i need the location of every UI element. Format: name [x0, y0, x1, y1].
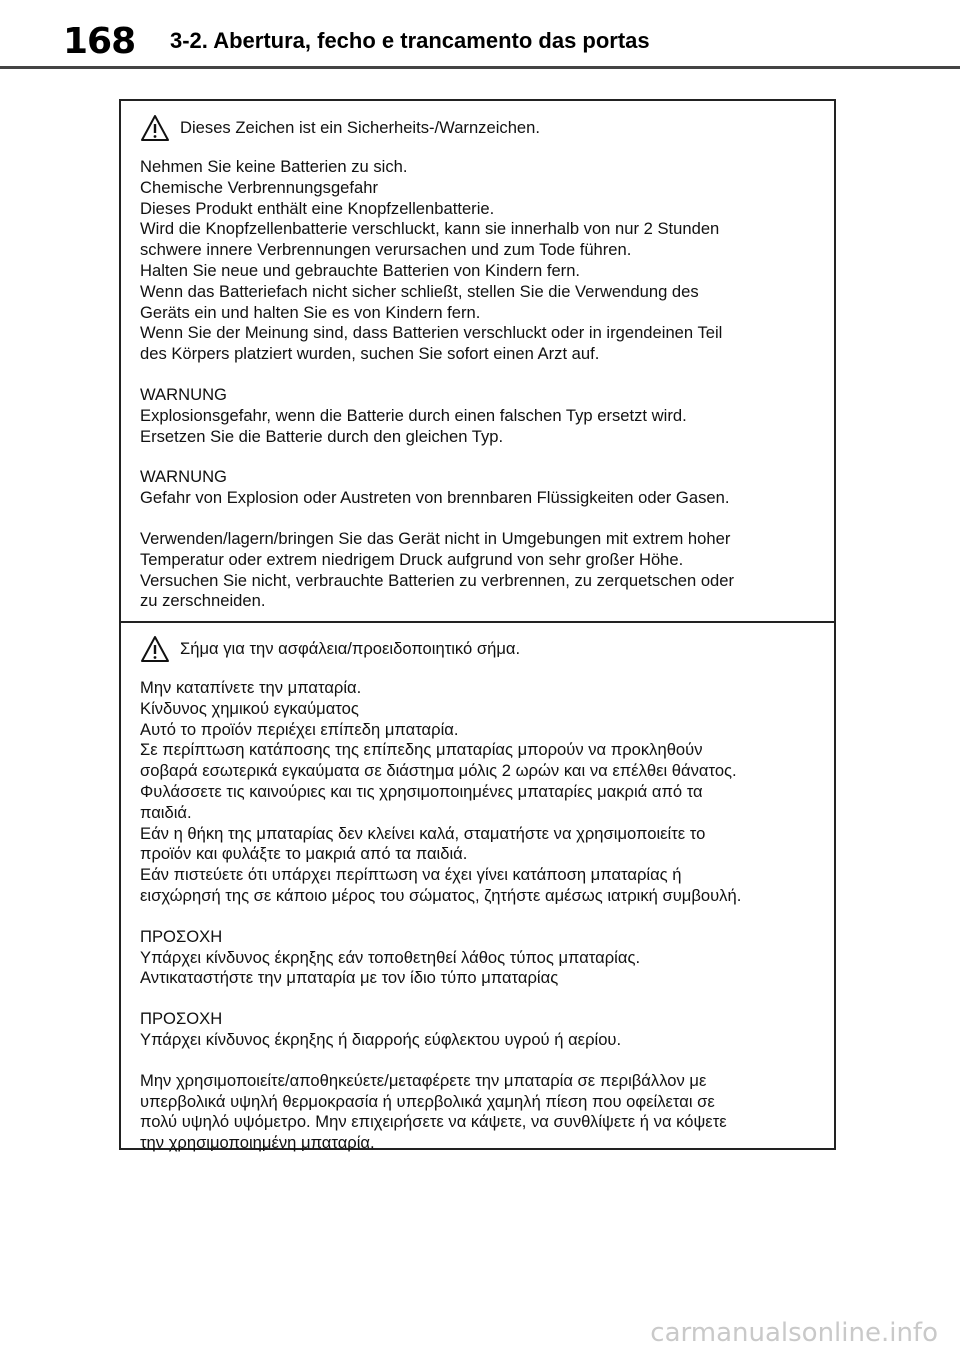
greek-warning-title: Σήμα για την ασφάλεια/προειδοποιητικό σήμα.	[180, 638, 521, 658]
text-line: Versuchen Sie nicht, verbrauchte Batterien zu verbrennen, zu zerquetschen oder	[140, 570, 735, 590]
text-line: πολύ υψηλό υψόμετρο. Μην επιχειρήσετε να κάψετε, να συνθλίψετε ή να κόψετε	[140, 1112, 727, 1132]
text-line: Αντικαταστήστε την μπαταρία με τον ίδιο τύπο μπαταρίας	[140, 968, 559, 988]
german-warning-section	[140, 113, 820, 632]
watermark: carmanualsonline.info	[650, 1318, 938, 1348]
page-header	[0, 0, 960, 70]
text-line: zu zerschneiden.	[140, 591, 266, 611]
greek-paragraphs	[140, 678, 820, 1154]
text-line: Εάν η θήκη της μπαταρίας δεν κλείνει καλά, σταματήστε να χρησιμοποιείτε το	[140, 823, 706, 843]
text-line: Υπάρχει κίνδυνος έκρηξης ή διαρροής εύφλεκτου υγρού ή αερίου.	[140, 1029, 622, 1049]
german-warning-title: Dieses Zeichen ist ein Sicherheits-/Warnzeichen.	[180, 117, 540, 137]
header-rule	[0, 66, 960, 69]
text-line: Wenn Sie der Meinung sind, dass Batterien verschluckt oder in irgendeinen Teil	[140, 323, 723, 343]
text-line: υπερβολικά υψηλή θερμοκρασία ή υπερβολικά χαμηλή πίεση που οφείλεται σε	[140, 1091, 715, 1111]
section-title: 3-2. Abertura, fecho e trancamento das portas	[170, 28, 650, 53]
text-line: WARNUNG	[140, 467, 227, 487]
text-line: Geräts ein und halten Sie es von Kindern fern.	[140, 302, 481, 322]
warning-triangle-icon	[140, 635, 170, 663]
greek-warning-title-row	[140, 634, 820, 664]
paragraph	[140, 385, 820, 447]
text-line: Halten Sie neue und gebrauchte Batterien von Kindern fern.	[140, 260, 581, 280]
text-line: Αυτό το προϊόν περιέχει επίπεδη μπαταρία.	[140, 719, 459, 739]
text-line: Chemische Verbrennungsgefahr	[140, 177, 378, 197]
text-line: παιδιά.	[140, 802, 192, 822]
text-line: Dieses Produkt enthält eine Knopfzellenbatterie.	[140, 198, 495, 218]
text-line: Μην καταπίνετε την μπαταρία.	[140, 678, 362, 697]
text-line: Κίνδυνος χημικού εγκαύματος	[140, 698, 359, 718]
text-line: Verwenden/lagern/bringen Sie das Gerät nicht in Umgebungen mit extrem hoher	[140, 528, 731, 548]
warning-triangle-icon	[140, 114, 170, 142]
text-line: Wenn das Batteriefach nicht sicher schließt, stellen Sie die Verwendung des	[140, 281, 699, 301]
text-line: προϊόν και φυλάξτε το μακριά από τα παιδιά.	[140, 844, 468, 864]
text-line: εισχώρησή της σε κάποιο μέρος του σώματος, ζητήστε αμέσως ιατρική συμβουλή.	[140, 885, 742, 905]
text-line: Μην χρησιμοποιείτε/αποθηκεύετε/μεταφέρετε την μπαταρία σε περιβάλλον με	[140, 1070, 707, 1090]
text-line: Nehmen Sie keine Batterien zu sich.	[140, 157, 408, 176]
paragraph	[140, 1009, 820, 1051]
german-warning-title-row	[140, 113, 820, 143]
text-line: Φυλάσσετε τις καινούριες και τις χρησιμοποιημένες μπαταρίες μακριά από τα	[140, 781, 703, 801]
text-line: Σε περίπτωση κατάποσης της επίπεδης μπαταρίας μπορούν να προκληθούν	[140, 740, 703, 760]
paragraph	[140, 927, 820, 989]
text-line: Εάν πιστεύετε ότι υπάρχει περίπτωση να έχει γίνει κατάποση μπαταρίας ή	[140, 865, 682, 885]
text-line: Temperatur oder extrem niedrigem Druck aufgrund von sehr großer Höhe.	[140, 549, 684, 569]
language-divider	[121, 621, 834, 623]
warning-box	[119, 99, 836, 1153]
paragraph	[140, 157, 820, 365]
text-line: Explosionsgefahr, wenn die Batterie durch einen falschen Typ ersetzt wird.	[140, 405, 687, 425]
german-paragraphs	[140, 157, 820, 612]
paragraph	[140, 1071, 820, 1154]
paragraph	[140, 678, 820, 907]
greek-warning-section	[140, 634, 820, 1174]
text-line: schwere innere Verbrennungen verursachen und zum Tode führen.	[140, 240, 632, 260]
text-line: WARNUNG	[140, 384, 227, 404]
text-line: Υπάρχει κίνδυνος έκρηξης εάν τοποθετηθεί λάθος τύπος μπαταρίας.	[140, 947, 641, 967]
paragraph	[140, 529, 820, 612]
text-line: ΠΡΟΣΟΧΗ	[140, 1009, 223, 1029]
text-line: σοβαρά εσωτερικά εγκαύματα σε διάστημα μόλις 2 ωρών και να επέλθει θάνατος.	[140, 761, 737, 781]
text-line: Ersetzen Sie die Batterie durch den gleichen Typ.	[140, 426, 504, 446]
paragraph	[140, 467, 820, 509]
text-line: την χρησιμοποιημένη μπαταρία.	[140, 1133, 375, 1153]
text-line: ΠΡΟΣΟΧΗ	[140, 926, 223, 946]
text-line: Wird die Knopfzellenbatterie verschluckt, kann sie innerhalb von nur 2 Stunden	[140, 219, 720, 239]
text-line: des Körpers platziert wurden, suchen Sie sofort einen Arzt auf.	[140, 344, 600, 364]
text-line: Gefahr von Explosion oder Austreten von brennbaren Flüssigkeiten oder Gasen.	[140, 488, 730, 508]
page-number: 168	[63, 21, 136, 62]
